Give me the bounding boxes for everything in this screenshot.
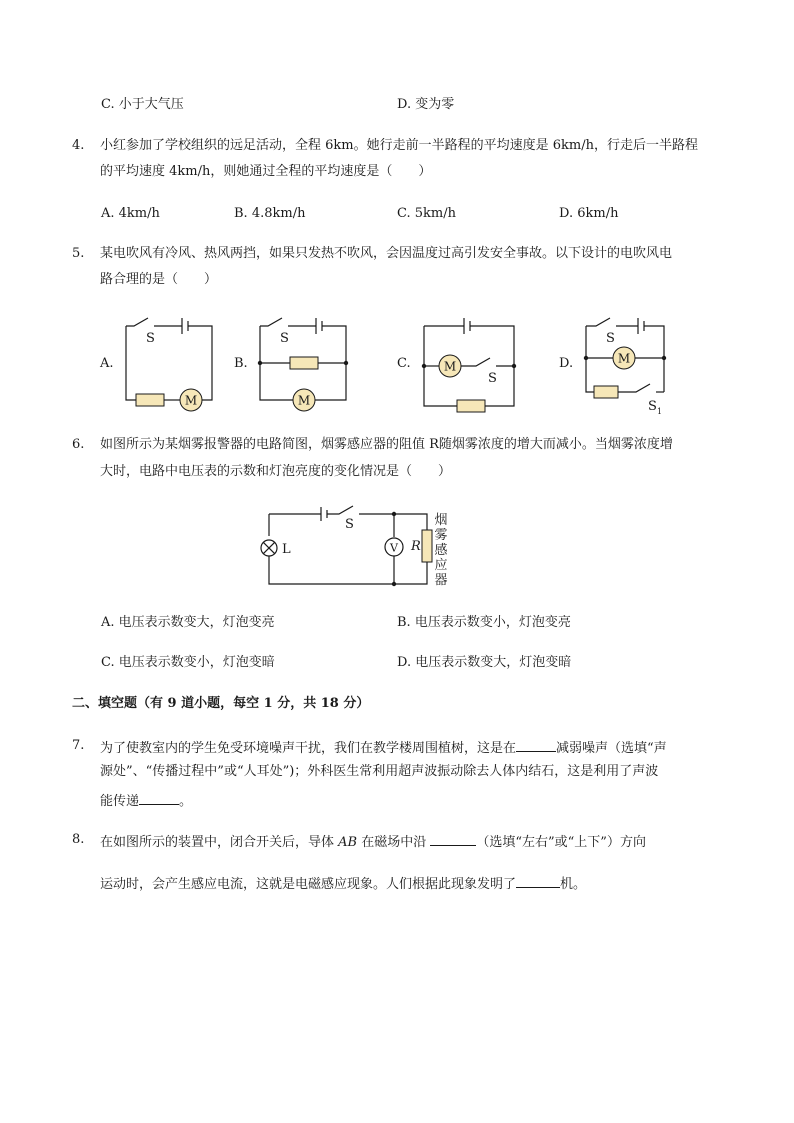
q6-option-b: B. 电压表示数变小，灯泡变亮	[397, 615, 571, 630]
q6-stem-line1: 如图所示为某烟雾报警器的电路简图，烟雾感应器的阻值 R随烟雾浓度的增大而减小。当烟雾浓度增	[100, 437, 673, 452]
sensor-char-4: 应	[434, 558, 448, 573]
q6-option-c: C. 电压表示数变小，灯泡变暗	[101, 655, 275, 670]
q8-blank-1[interactable]	[430, 831, 476, 846]
q5-circuit-d	[578, 312, 688, 416]
switch-label: S	[606, 331, 615, 346]
q5-number: 5.	[72, 246, 85, 261]
q8-line2-post: 机。	[560, 877, 587, 892]
q5-label-d: D.	[559, 356, 574, 371]
q7-blank-2[interactable]	[139, 790, 179, 805]
switch-label: S	[146, 331, 155, 346]
sensor-char-5: 器	[434, 573, 448, 588]
q7-line1-pre: 为了使教室内的学生免受环境噪声干扰，我们在教学楼周围植树，这是在	[100, 741, 517, 756]
q6-option-a: A. 电压表示数变大，灯泡变亮	[101, 615, 275, 630]
q7-line3-post: 。	[179, 794, 193, 809]
q4-option-b: B. 4.8km/h	[234, 206, 306, 221]
switch-label: S	[345, 517, 354, 532]
q5-stem-line1: 某电吹风有冷风、热风两挡，如果只发热不吹风，会因温度过高引发安全事故。以下设计的电吹风电	[100, 246, 673, 261]
q8-number: 8.	[72, 832, 85, 847]
q4-number: 4.	[72, 138, 85, 153]
q7-line3-pre: 能传递	[100, 794, 140, 809]
q4-option-a: A. 4km/h	[101, 206, 160, 221]
resistor-label: R	[411, 539, 421, 554]
motor-label: M	[297, 393, 311, 408]
q6-option-d: D. 电压表示数变大，灯泡变暗	[397, 655, 572, 670]
q8-line1-mid: 在磁场中沿	[357, 835, 431, 850]
q4-stem-line2: 的平均速度 4km/h，则她通过全程的平均速度是（ ）	[100, 164, 432, 179]
q3-option-c: C. 小于大气压	[101, 97, 184, 112]
q5-label-a: A.	[100, 356, 114, 371]
q6-circuit-diagram	[255, 502, 465, 592]
q7-blank-1[interactable]	[516, 737, 556, 752]
q7-line2: 源处”、“传播过程中”或“人耳处”)；外科医生常利用超声波振动除去人体内结石，这是利用了声波	[100, 764, 659, 779]
q3-option-d: D. 变为零	[397, 97, 455, 112]
q5-circuit-c	[416, 312, 526, 412]
q4-option-d: D. 6km/h	[559, 206, 619, 221]
q8-line1	[100, 831, 646, 852]
q8-conductor-ab: AB	[338, 835, 358, 850]
motor-label: M	[443, 359, 457, 374]
q7-line1-post: 减弱噪声（选填“声	[556, 741, 667, 756]
q8-line1-post: （选填“左右”或“上下”）方向	[476, 835, 646, 850]
q6-stem-line2: 大时，电路中电压表的示数和灯泡亮度的变化情况是（ ）	[100, 464, 452, 479]
q6-number: 6.	[72, 437, 85, 452]
q8-line2	[100, 873, 586, 894]
q4-option-c: C. 5km/h	[397, 206, 456, 221]
q5-circuit-b	[252, 312, 362, 412]
switch-s1-label: S	[648, 399, 657, 414]
q8-blank-2[interactable]	[516, 873, 560, 888]
q8-line2-pre: 运动时，会产生感应电流，这就是电磁感应现象。人们根据此现象发明了	[100, 877, 517, 892]
sensor-char-2: 雾	[434, 528, 448, 543]
sensor-char-1: 烟	[434, 513, 448, 528]
q7-line1	[100, 737, 667, 758]
motor-label: M	[617, 351, 631, 366]
q5-label-b: B.	[234, 356, 248, 371]
switch-label: S	[488, 371, 497, 386]
switch-s1-subscript: 1	[657, 407, 663, 416]
q5-circuit-a	[118, 312, 228, 412]
q5-label-c: C.	[397, 356, 411, 371]
sensor-char-3: 感	[434, 543, 448, 558]
voltmeter-label: V	[390, 541, 398, 555]
motor-label: M	[184, 393, 198, 408]
q5-stem-line2: 路合理的是（ ）	[100, 272, 218, 287]
q7-number: 7.	[72, 738, 85, 753]
lamp-label: L	[282, 542, 291, 557]
q4-stem-line1: 小红参加了学校组织的远足活动，全程 6km。她行走前一半路程的平均速度是 6km/h，行走后一半路程	[100, 138, 698, 153]
q7-line3	[100, 790, 192, 811]
q8-line1-pre: 在如图所示的装置中，闭合开关后，导体	[100, 835, 339, 850]
section-2-title: 二、填空题（有 9 道小题，每空 1 分，共 18 分）	[72, 696, 370, 711]
switch-label: S	[280, 331, 289, 346]
